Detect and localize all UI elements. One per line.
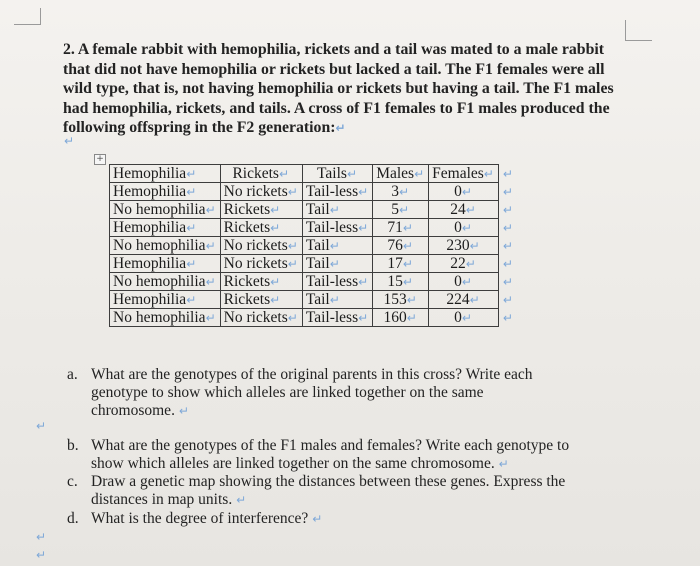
cell-mark: ↵ <box>461 184 472 199</box>
table-cell: 17↵ <box>373 255 429 273</box>
cell-mark: ↵ <box>186 184 197 199</box>
table-cell: Rickets↵ <box>220 273 302 291</box>
table-cell: No hemophilia↵ <box>110 273 221 291</box>
cell-mark: ↵ <box>483 166 494 181</box>
paragraph-mark: ↵ <box>236 493 247 507</box>
subquestion-c <box>67 473 565 509</box>
cell-mark: ↵ <box>402 220 413 235</box>
table-cell: 24↵ <box>429 201 499 219</box>
table-cell: Rickets↵ <box>220 291 302 309</box>
table-cell: 0↵ <box>429 309 499 327</box>
table-cell: 0↵ <box>429 273 499 291</box>
subquestion-line: distances in map units. ↵ <box>91 491 247 508</box>
paragraph-mark: ↵ <box>36 530 47 544</box>
table-cell: Tail↵ <box>302 237 372 255</box>
subquestion-b <box>67 437 569 473</box>
table-cell: 5↵ <box>373 201 429 219</box>
paragraph-mark: ↵ <box>335 121 346 135</box>
question-line: had hemophilia, rickets, and tails. A cross of F1 females to F1 males produced the <box>63 99 610 117</box>
table-cell: Hemophilia↵ <box>110 219 221 237</box>
table-cell: Hemophilia↵ <box>110 183 221 201</box>
table-cell: 0↵ <box>429 183 499 201</box>
table-cell: Tail-less↵ <box>302 309 372 327</box>
cell-mark: ↵ <box>205 310 216 325</box>
cell-mark: ↵ <box>329 238 340 253</box>
table-header-row <box>110 165 518 183</box>
table-cell: Tail↵ <box>302 201 372 219</box>
cell-mark: ↵ <box>186 256 197 271</box>
question-line: 2. A female rabbit with hemophilia, rickets and a tail was mated to a male rabbit <box>63 41 605 58</box>
cell-mark: ↵ <box>358 310 369 325</box>
cell-mark: ↵ <box>461 220 472 235</box>
column-header: Rickets↵ <box>220 165 302 183</box>
table-row <box>110 255 518 273</box>
subquestion-line: Draw a genetic map showing the distances between these genes. Express the <box>91 473 566 490</box>
offspring-table <box>94 154 518 327</box>
table-cell: Rickets↵ <box>220 201 302 219</box>
table-cell: No rickets↵ <box>220 183 302 201</box>
table-cell: No hemophilia↵ <box>110 237 221 255</box>
row-end-mark: ↵ <box>502 202 513 217</box>
row-end-mark: ↵ <box>502 256 513 271</box>
table-cell: Tail-less↵ <box>302 273 372 291</box>
cell-mark: ↵ <box>186 220 197 235</box>
table-cell: 0↵ <box>429 219 499 237</box>
table-cell: Rickets↵ <box>220 219 302 237</box>
cell-mark: ↵ <box>205 238 216 253</box>
table-row <box>110 273 518 291</box>
table-row <box>110 219 518 237</box>
cell-mark: ↵ <box>329 256 340 271</box>
cell-mark: ↵ <box>329 202 340 217</box>
paragraph-mark: ↵ <box>498 457 509 471</box>
subquestion-label: d. <box>67 510 79 527</box>
cell-mark: ↵ <box>270 220 281 235</box>
cell-mark: ↵ <box>469 238 480 253</box>
table-cell: No rickets↵ <box>220 255 302 273</box>
table-move-handle[interactable]: + <box>94 154 106 165</box>
table-cell: No hemophilia↵ <box>110 201 221 219</box>
cell-mark: ↵ <box>402 256 413 271</box>
column-header: Females↵ <box>429 165 499 183</box>
table-cell: 71↵ <box>373 219 429 237</box>
table-row <box>110 309 518 327</box>
table-cell: Tail↵ <box>302 291 372 309</box>
subquestion-line: What are the genotypes of the original parents in this cross? Write each <box>91 366 533 383</box>
column-header: Tails↵ <box>302 165 372 183</box>
table-cell: 224↵ <box>429 291 499 309</box>
row-end-mark: ↵ <box>502 220 513 235</box>
subquestion-d <box>67 510 322 528</box>
cell-mark: ↵ <box>469 292 480 307</box>
cell-mark: ↵ <box>358 220 369 235</box>
cell-mark: ↵ <box>414 166 425 181</box>
subquestion-label: b. <box>67 437 79 454</box>
table-row <box>110 237 518 255</box>
column-header: Males↵ <box>373 165 429 183</box>
question-line: that did not have hemophilia or rickets but lacked a tail. The F1 females were all <box>63 60 605 78</box>
table-cell: Tail-less↵ <box>302 219 372 237</box>
cell-mark: ↵ <box>358 184 369 199</box>
table-cell: Hemophilia↵ <box>110 291 221 309</box>
cell-mark: ↵ <box>465 202 476 217</box>
row-end-mark: ↵ <box>502 310 513 325</box>
table-cell: No rickets↵ <box>220 237 302 255</box>
table-row <box>110 201 518 219</box>
paragraph-mark: ↵ <box>64 134 75 148</box>
cell-mark: ↵ <box>186 292 197 307</box>
table-cell: 153↵ <box>373 291 429 309</box>
table-cell: Hemophilia↵ <box>110 255 221 273</box>
table-cell: 230↵ <box>429 237 499 255</box>
page-corner-top-right <box>625 20 652 41</box>
table-cell: 3↵ <box>373 183 429 201</box>
column-header: Hemophilia↵ <box>110 165 221 183</box>
subquestion-line: genotype to show which alleles are linked together on the same <box>91 384 484 401</box>
cell-mark: ↵ <box>287 184 298 199</box>
cell-mark: ↵ <box>465 256 476 271</box>
table-row <box>110 291 518 309</box>
table-cell: Tail-less↵ <box>302 183 372 201</box>
cell-mark: ↵ <box>287 256 298 271</box>
cell-mark: ↵ <box>358 274 369 289</box>
row-end-mark: ↵ <box>502 292 513 307</box>
cell-mark: ↵ <box>399 184 410 199</box>
row-end-mark: ↵ <box>502 166 513 181</box>
cell-mark: ↵ <box>205 274 216 289</box>
cell-mark: ↵ <box>287 238 298 253</box>
table-cell: 160↵ <box>373 309 429 327</box>
cell-mark: ↵ <box>406 292 417 307</box>
subquestion-label: c. <box>67 473 78 490</box>
cell-mark: ↵ <box>461 274 472 289</box>
cell-mark: ↵ <box>278 166 289 181</box>
cell-mark: ↵ <box>399 202 410 217</box>
subquestion-line: show which alleles are linked together on the same chromosome. ↵ <box>91 455 509 472</box>
row-end-mark: ↵ <box>502 184 513 199</box>
table-cell: 76↵ <box>373 237 429 255</box>
question-line: wild type, that is, not having hemophilia or rickets but having a tail. The F1 males <box>63 80 614 97</box>
cell-mark: ↵ <box>270 274 281 289</box>
paragraph-mark: ↵ <box>36 548 47 562</box>
subquestion-line: What is the degree of interference? ↵ <box>91 510 323 527</box>
row-end-mark: ↵ <box>502 274 513 289</box>
table-cell: 15↵ <box>373 273 429 291</box>
table-cell: No hemophilia↵ <box>110 309 221 327</box>
cell-mark: ↵ <box>329 292 340 307</box>
cell-mark: ↵ <box>186 166 197 181</box>
question-line: following offspring in the F2 generation:↵ <box>63 119 346 136</box>
subquestion-a <box>67 366 533 420</box>
cell-mark: ↵ <box>461 310 472 325</box>
page-corner-top-left <box>14 8 41 25</box>
row-end-mark: ↵ <box>502 238 513 253</box>
subquestion-line: chromosome. ↵ <box>91 402 189 419</box>
cell-mark: ↵ <box>270 292 281 307</box>
cell-mark: ↵ <box>346 166 357 181</box>
table-cell: Tail↵ <box>302 255 372 273</box>
table-cell: 22↵ <box>429 255 499 273</box>
cell-mark: ↵ <box>402 274 413 289</box>
cell-mark: ↵ <box>270 202 281 217</box>
subquestion-label: a. <box>67 366 78 383</box>
cell-mark: ↵ <box>406 310 417 325</box>
cell-mark: ↵ <box>287 310 298 325</box>
table-row <box>110 183 518 201</box>
paragraph-mark: ↵ <box>178 404 189 418</box>
table-cell: No rickets↵ <box>220 309 302 327</box>
cell-mark: ↵ <box>205 202 216 217</box>
paragraph-mark: ↵ <box>312 512 323 526</box>
question-text <box>63 40 638 139</box>
subquestion-line: What are the genotypes of the F1 males and females? Write each genotype to <box>91 437 570 454</box>
cell-mark: ↵ <box>402 238 413 253</box>
paragraph-mark: ↵ <box>36 419 47 433</box>
